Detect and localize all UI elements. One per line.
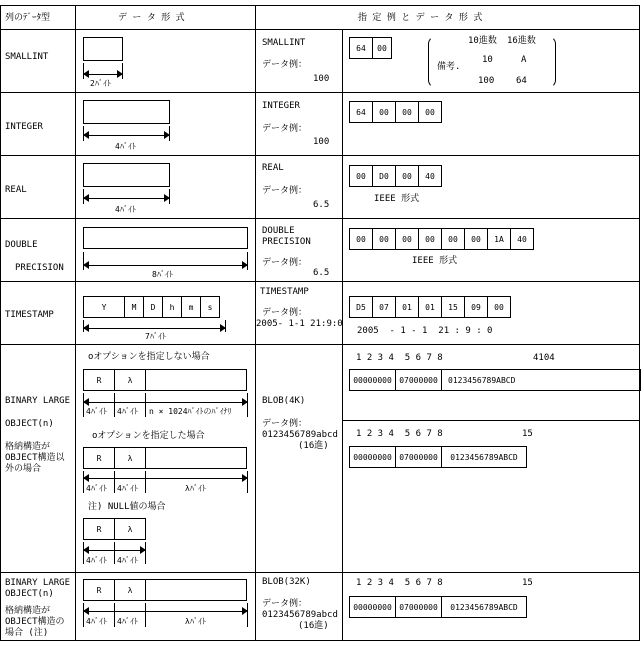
blob4k-off-l-bytes: 4ﾊﾞｲﾄ — [117, 407, 138, 416]
real-example-label: データ例： — [262, 186, 308, 196]
smallint-cell-1: 64 — [349, 37, 373, 59]
double-example-label: データ例： — [262, 258, 308, 268]
blob4k-off-data — [145, 369, 247, 391]
header-col-format: デ ー タ 形 式 — [118, 13, 185, 23]
double-cell-1: 00 — [349, 228, 373, 250]
note-r1-dec: 10 — [482, 55, 493, 65]
double-type-1: DOUBLE — [5, 240, 38, 250]
blob4k-example-label: データ例： — [262, 419, 308, 429]
timestamp-field-hour: h — [162, 296, 182, 318]
timestamp-name: TIMESTAMP — [260, 287, 309, 297]
double-cell-5: 00 — [441, 228, 465, 250]
blob4k-bottom-seg-3: 0123456789ABCD — [441, 446, 527, 468]
double-format: IEEE 形式 — [412, 256, 458, 266]
double-name-2: PRECISION — [262, 237, 311, 247]
blob4k-off-arrow — [83, 398, 248, 406]
blob4k-storage-1: 格納構造が — [5, 442, 51, 452]
timestamp-example-value: 2005- 1-1 21:9:0 — [256, 319, 343, 329]
blob4k-example-note: (16進) — [298, 441, 329, 451]
integer-bytes: 4ﾊﾞｲﾄ — [115, 142, 136, 151]
blob4k-off-r-bytes: 4ﾊﾞｲﾄ — [86, 407, 107, 416]
timestamp-cell-6: 09 — [464, 296, 488, 318]
blob32k-storage-2: OBJECT構造の — [5, 617, 65, 627]
blob4k-type-1: BINARY LARGE — [5, 396, 71, 406]
blob4k-index-bottom: 1 2 3 4 5 6 7 8 — [356, 429, 443, 439]
real-example-value: 6.5 — [313, 200, 330, 210]
blob4k-top-seg-3: 0123456789ABCD — [441, 369, 641, 391]
timestamp-bytes: 7ﾊﾞｲﾄ — [145, 332, 166, 341]
header-col-type: 列のﾃﾞｰﾀ型 — [5, 13, 51, 23]
double-arrow — [83, 261, 248, 269]
blob32k-l-bytes: 4ﾊﾞｲﾄ — [117, 617, 138, 626]
integer-cell-2: 00 — [372, 101, 396, 123]
blob32k-index: 1 2 3 4 5 6 7 8 — [356, 578, 443, 588]
blob32k-arrow — [83, 607, 248, 615]
double-type-2: PRECISION — [15, 263, 64, 273]
blob4k-example-value: 0123456789abcd — [262, 430, 338, 440]
blob32k-lambda: λ — [114, 579, 146, 601]
timestamp-field-day: D — [143, 296, 163, 318]
blob4k-null-lambda: λ — [114, 518, 146, 540]
double-cell-8: 40 — [510, 228, 534, 250]
blob32k-storage-1: 格納構造が — [5, 606, 51, 616]
blob4k-bottom-seg-1: 00000000 — [349, 446, 396, 468]
blob32k-r: R — [83, 579, 115, 601]
timestamp-field-second: s — [200, 296, 220, 318]
smallint-arrow — [83, 70, 123, 78]
timestamp-cell-7: 00 — [487, 296, 511, 318]
blob32k-type-1: BINARY LARGE — [5, 578, 71, 588]
integer-field — [83, 100, 170, 124]
smallint-name: SMALLINT — [262, 38, 306, 48]
timestamp-field-month: M — [124, 296, 144, 318]
header-col-example: 指 定 例 と デ ー タ 形 式 — [358, 13, 483, 23]
timestamp-example-label: データ例： — [262, 308, 308, 318]
real-type: REAL — [5, 185, 27, 195]
real-cell-1: 00 — [349, 165, 373, 187]
real-bytes: 4ﾊﾞｲﾄ — [115, 205, 136, 214]
timestamp-cell-2: 07 — [372, 296, 396, 318]
timestamp-fields — [83, 296, 220, 318]
double-cell-3: 00 — [395, 228, 419, 250]
blob4k-off-lambda: λ — [114, 369, 146, 391]
blob32k-r-bytes: 4ﾊﾞｲﾄ — [86, 617, 107, 626]
double-cells — [349, 228, 534, 250]
integer-cell-4: 00 — [418, 101, 442, 123]
blob32k-name: BLOB(32K) — [262, 577, 311, 587]
blob4k-on-r: R — [83, 447, 115, 469]
blob4k-bottom-seg-2: 07000000 — [395, 446, 442, 468]
real-name: REAL — [262, 163, 284, 173]
blob4k-null-l-bytes: 4ﾊﾞｲﾄ — [117, 556, 138, 565]
blob4k-index-top-end: 4104 — [533, 353, 555, 363]
integer-cell-1: 64 — [349, 101, 373, 123]
integer-cell-3: 00 — [395, 101, 419, 123]
blob4k-off-r: R — [83, 369, 115, 391]
blob32k-example-label: データ例： — [262, 599, 308, 609]
timestamp-cells — [349, 296, 511, 318]
blob32k-lambda-bytes: λﾊﾞｲﾄ — [185, 617, 206, 626]
note-header-hex: 16進数 — [507, 36, 536, 46]
double-cell-4: 00 — [418, 228, 442, 250]
real-cells — [349, 165, 442, 187]
smallint-type: SMALLINT — [5, 52, 49, 62]
blob4k-top-seg-1: 00000000 — [349, 369, 396, 391]
note-label: 備考. — [437, 62, 461, 72]
smallint-bytes: 2ﾊﾞｲﾄ — [90, 79, 111, 88]
timestamp-arrow — [83, 324, 226, 332]
double-example-value: 6.5 — [313, 268, 330, 278]
blob4k-storage-3: 外の場合 — [5, 464, 42, 474]
double-name-1: DOUBLE — [262, 226, 295, 236]
blob4k-name: BLOB(4K) — [262, 396, 306, 406]
blob4k-data-top — [349, 369, 641, 391]
timestamp-cell-1: D5 — [349, 296, 373, 318]
real-arrow — [83, 194, 170, 202]
blob32k-data — [145, 579, 247, 601]
blob4k-null-r-bytes: 4ﾊﾞｲﾄ — [86, 556, 107, 565]
real-cell-4: 40 — [418, 165, 442, 187]
double-field — [83, 227, 248, 249]
blob4k-on-r-bytes: 4ﾊﾞｲﾄ — [86, 484, 107, 493]
blob4k-opt-off: oオプションを指定しない場合 — [88, 352, 210, 362]
blob4k-off-n-bytes: n × 1024ﾊﾞｲﾄのﾊﾞｲﾅﾘ — [149, 407, 232, 416]
real-cell-3: 00 — [395, 165, 419, 187]
timestamp-decoded: 2005 - 1 - 1 21 : 9 : 0 — [357, 326, 493, 336]
note-r1-hex: A — [521, 55, 527, 65]
timestamp-field-year: Y — [83, 296, 125, 318]
blob32k-data-cells — [349, 596, 527, 618]
note-header-dec: 10進数 — [468, 36, 497, 46]
blob32k-type-2: OBJECT(n) — [5, 589, 54, 599]
timestamp-cell-5: 15 — [441, 296, 465, 318]
integer-example-label: データ例： — [262, 124, 308, 134]
note-r2-dec: 100 — [478, 76, 495, 86]
smallint-field — [83, 37, 123, 61]
blob4k-index-top: 1 2 3 4 5 6 7 8 — [356, 353, 443, 363]
double-cell-7: 1A — [487, 228, 511, 250]
blob4k-on-lambda: λ — [114, 447, 146, 469]
blob32k-storage-3: 場合 (注) — [5, 628, 49, 638]
timestamp-type: TIMESTAMP — [5, 310, 54, 320]
integer-type: INTEGER — [5, 122, 43, 132]
blob4k-null-case: 注) NULL値の場合 — [88, 502, 166, 512]
timestamp-field-minute: m — [181, 296, 201, 318]
blob4k-data-bottom — [349, 446, 527, 468]
smallint-example-value: 100 — [313, 74, 330, 84]
blob4k-index-bottom-end: 15 — [522, 429, 533, 439]
blob4k-on-l-bytes: 4ﾊﾞｲﾄ — [117, 484, 138, 493]
smallint-cell-2: 00 — [372, 37, 392, 59]
blob4k-on-lambda-bytes: λﾊﾞｲﾄ — [185, 484, 206, 493]
blob4k-storage-2: OBJECT構造以 — [5, 453, 65, 463]
blob32k-index-end: 15 — [522, 578, 533, 588]
real-cell-2: D0 — [372, 165, 396, 187]
blob4k-layout-null — [83, 518, 146, 540]
double-bytes: 8ﾊﾞｲﾄ — [152, 270, 173, 279]
blob4k-on-data — [145, 447, 247, 469]
blob32k-example-note: (16進) — [298, 621, 329, 631]
blob4k-layout-on — [83, 447, 247, 469]
blob32k-seg-1: 00000000 — [349, 596, 396, 618]
blob4k-type-2: OBJECT(n) — [5, 419, 54, 429]
blob4k-layout-off — [83, 369, 247, 391]
note-r2-hex: 64 — [516, 76, 527, 86]
smallint-example-label: データ例： — [262, 60, 308, 70]
blob32k-seg-2: 07000000 — [395, 596, 442, 618]
timestamp-cell-4: 01 — [418, 296, 442, 318]
real-field — [83, 163, 170, 187]
integer-name: INTEGER — [262, 101, 300, 111]
smallint-cells — [349, 37, 392, 59]
blob4k-on-arrow — [83, 474, 248, 482]
integer-cells — [349, 101, 442, 123]
integer-arrow — [83, 131, 170, 139]
blob32k-layout — [83, 579, 247, 601]
real-format: IEEE 形式 — [374, 194, 420, 204]
blob32k-seg-3: 0123456789ABCD — [441, 596, 527, 618]
double-cell-6: 00 — [464, 228, 488, 250]
blob4k-top-seg-2: 07000000 — [395, 369, 442, 391]
blob32k-example-value: 0123456789abcd — [262, 610, 338, 620]
integer-example-value: 100 — [313, 137, 330, 147]
double-cell-2: 00 — [372, 228, 396, 250]
blob4k-null-r: R — [83, 518, 115, 540]
timestamp-cell-3: 01 — [395, 296, 419, 318]
blob4k-opt-on: oオプションを指定した場合 — [92, 431, 205, 441]
